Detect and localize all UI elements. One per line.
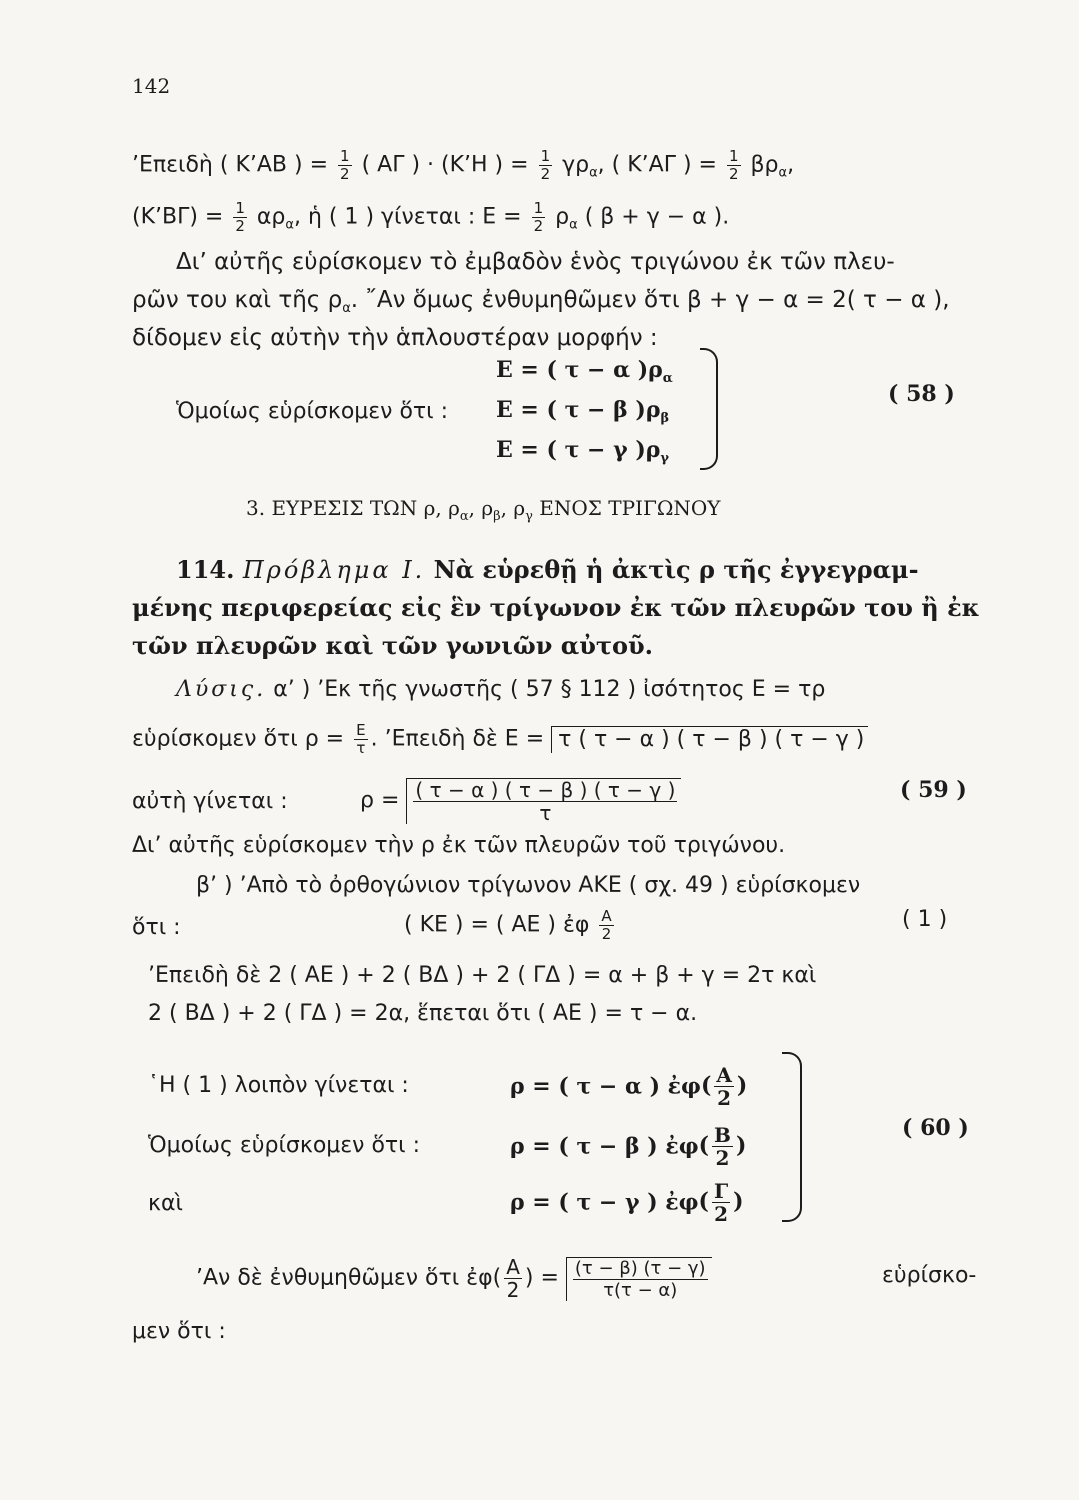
eq60-line-3: ρ = ( τ − γ ) ἐφ( $\frac{\Gamma}{2}$ ): [510, 1179, 744, 1226]
text: ( ΑΓ ) · (Κ’Η ) =: [361, 152, 529, 178]
problem-line-1: 114. Πρόβλημα Ι. Νὰ εὑρεθῇ ἡ ἀκτὶς ρ τῆς ἐγγεγραμ-: [176, 555, 919, 584]
eq60-line-2: ρ = ( τ − β ) ἐφ( $\frac{B}{2}$ ): [510, 1123, 747, 1170]
eq58-line-2: Ε = ( τ − β )$\rho_\beta$: [496, 397, 670, 426]
paragraph-line: Δι’ αὐτῆς εὑρίσκομεν τὸ ἐμβαδὸν ἑνὸς τριγώνου ἐκ τῶν πλευ-: [176, 249, 895, 275]
eq60-label-1: ῾Η ( 1 ) λοιπὸν γίνεται :: [148, 1073, 409, 1098]
solution-line-8: 2 ( ΒΔ ) + 2 ( ΓΔ ) = 2α, ἕπεται ὅτι ( ΑΕ ) = τ − α.: [148, 1001, 698, 1026]
equation-number-1: ( 1 ): [902, 907, 948, 932]
solution-line-1: Λύσις. α’ ) ’Εκ τῆς γνωστῆς ( 57 § 112 ) ἰσότητος Ε = τρ: [176, 677, 826, 702]
eq58-line-3: Ε = ( τ − γ )$\rho_\gamma$: [496, 437, 669, 466]
page-number: 142: [132, 74, 171, 98]
final-line-end: εὑρίσκο-: [882, 1263, 977, 1288]
equation-line-2: (Κ’ΒΓ) = $\frac{1}{2}$ $\alpha\rho_\alpha$, ἡ ( 1 ) γίνεται : Ε = $\frac{1}{2}$ $\rho_\alpha$ ( β + γ − α ).: [132, 199, 730, 235]
equation-1: ( ΚΕ ) = ( ΑΕ ) ἐφ $\frac{A}{2}$: [404, 907, 612, 943]
eq60-label-2: Ὁμοίως εὑρίσκομεν ὅτι :: [148, 1133, 421, 1158]
eq60-line-1: ρ = ( τ − α ) ἐφ( $\frac{A}{2}$ ): [510, 1063, 748, 1110]
text: ’Επειδὴ ( Κ’ΑΒ ) =: [132, 152, 329, 178]
text: γρ: [562, 152, 590, 178]
text: βρ: [750, 152, 779, 178]
paragraph-line: δίδομεν εἰς αὐτὴν τὴν ἁπλουστέραν μορφήν :: [132, 325, 658, 351]
problem-line-3: τῶν πλευρῶν καὶ τῶν γωνιῶν αὐτοῦ.: [132, 631, 654, 660]
solution-line-7: ’Επειδὴ δὲ 2 ( ΑΕ ) + 2 ( ΒΔ ) + 2 ( ΓΔ ) = α + β + γ = 2τ καὶ: [148, 963, 817, 988]
eq58-label: Ὁμοίως εὑρίσκομεν ὅτι :: [176, 399, 449, 424]
right-brace: [782, 1052, 802, 1222]
equation-number-58: ( 58 ): [888, 381, 955, 407]
equation-number-60: ( 60 ): [902, 1115, 969, 1141]
fraction-half: $\frac{1}{2}$: [235, 199, 245, 235]
section-title: 3. ΕΥΡΕΣΙΣ ΤΩΝ ρ, $\rho_\alpha$, $\rho_\beta$, $\rho_\gamma$ ΕΝΟΣ ΤΡΙΓΩΝΟΥ: [246, 496, 721, 524]
problem-line-2: μένης περιφερείας εἰς ἓν τρίγωνον ἐκ τῶν πλευρῶν του ἢ ἐκ: [132, 593, 980, 622]
equation-59: ρ = $\frac{( \tau - \alpha ) ( \tau - \beta ) ( \tau - \gamma )}{\tau}$: [360, 778, 681, 824]
fraction-half: $\frac{1}{2}$: [533, 199, 544, 235]
square-root: τ ( τ − α ) ( τ − β ) ( τ − γ ): [551, 726, 868, 753]
fraction-half: $\frac{1}{2}$: [340, 147, 350, 183]
text: , ἡ ( 1 ) γίνεται : Ε =: [293, 204, 522, 230]
square-root: $\frac{( \tau - \alpha ) ( \tau - \beta ) ( \tau - \gamma )}{\tau}$: [406, 778, 681, 824]
fraction-A-over-2: $\frac{A}{2}$: [601, 907, 612, 943]
eq60-label-3: καὶ: [148, 1191, 183, 1216]
text: ( β + γ − α ).: [577, 204, 730, 230]
solution-line-6a: ὅτι :: [132, 915, 181, 940]
text: (Κ’ΒΓ) =: [132, 204, 224, 230]
equation-line-1: ’Επειδὴ ( Κ’ΑΒ ) = $\frac{1}{2}$ ( ΑΓ ) · (Κ’Η ) = $\frac{1}{2}$ $\gamma\rho_\alpha$, ( Κ’ΑΓ ) = $\frac{1}{2}$ $\beta\rho_\alpha$,: [132, 147, 795, 183]
solution-line-2: εὑρίσκομεν ὅτι ρ = $\frac{E}{\tau}$ . ’Επειδὴ δὲ Ε = τ ( τ − α ) ( τ − β ) ( τ − γ ): [132, 722, 868, 757]
fraction-E-over-tau: $\frac{E}{\tau}$: [356, 721, 366, 757]
final-line: ’Αν δὲ ἐνθυμηθῶμεν ὅτι ἐφ( $\frac{A}{2}$ ) = $\frac{(\tau - \beta) (\tau - \gamma)}{\tau(\tau - \alpha)}$: [196, 1256, 712, 1301]
solution-line-4: Δι’ αὐτῆς εὑρίσκομεν τὴν ρ ἐκ τῶν πλευρῶν τοῦ τριγώνου.: [132, 833, 786, 858]
text: , ( Κ’ΑΓ ) =: [597, 152, 717, 178]
equation-number-59: ( 59 ): [900, 777, 967, 803]
solution-line-5: β’ ) ’Απὸ τὸ ὀρθογώνιον τρίγωνον ΑΚΕ ( σχ. 49 ) εὑρίσκομεν: [196, 873, 861, 898]
fraction-half: $\frac{1}{2}$: [540, 147, 551, 183]
paragraph-line: ρῶν του καὶ τῆς $\rho_\alpha$. ῎Αν ὅμως ἐνθυμηθῶμεν ὅτι β + γ − α = 2( τ − α ),: [132, 287, 950, 316]
square-root: $\frac{(\tau - \beta) (\tau - \gamma)}{\tau(\tau - \alpha)}$: [566, 1257, 712, 1301]
final-line-continued: μεν ὅτι :: [132, 1319, 226, 1344]
eq58-line-1: Ε = ( τ − α )$\rho_\alpha$: [496, 357, 673, 386]
solution-line-3: αὐτὴ γίνεται :: [132, 789, 288, 814]
right-brace: [700, 348, 718, 470]
fraction-half: $\frac{1}{2}$: [728, 147, 739, 183]
